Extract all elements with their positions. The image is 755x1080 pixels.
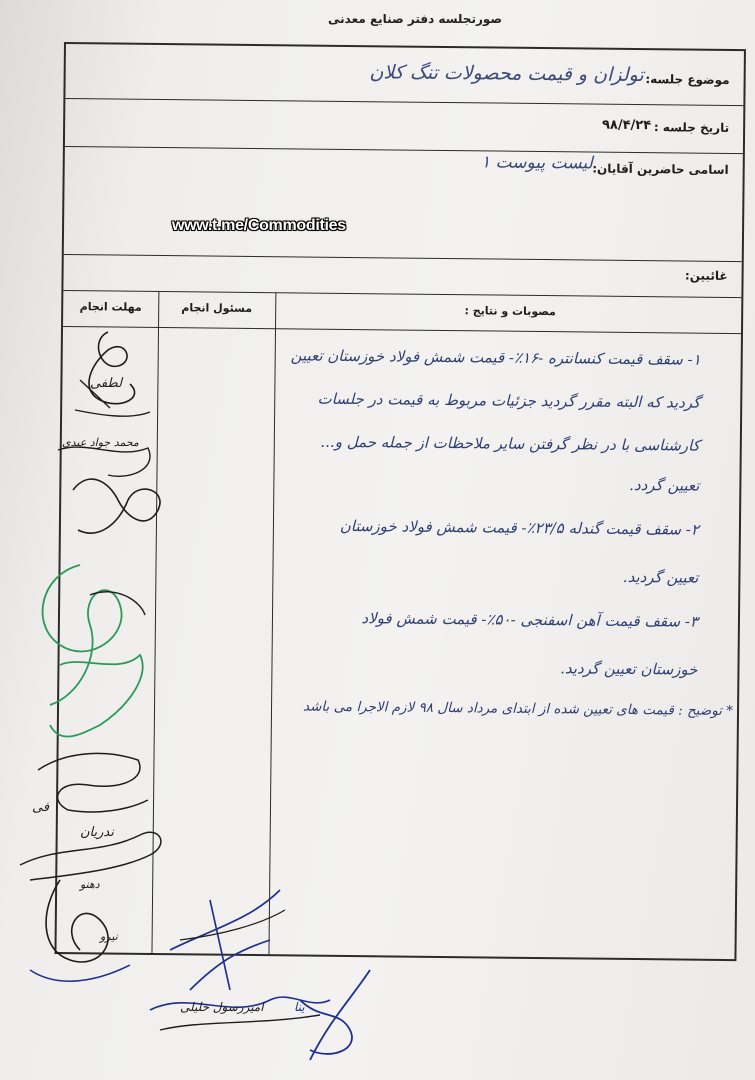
resolution-line-5: ۲- سقف قیمت گندله ۲۳/۵٪- قیمت شمش فولاد خوزستان (339, 516, 700, 539)
signature-name-5: دهنو (80, 878, 100, 891)
divider-subject (65, 98, 743, 106)
divider-date (65, 146, 743, 154)
date-value: ۹۸/۴/۲۴ (601, 117, 652, 134)
resolution-line-4: تعیین گردد. (629, 475, 700, 495)
signature-9 (280, 960, 390, 1074)
resolution-line-7: ۳- سقف قیمت آهن اسفنجی -۵۰٪- قیمت شمش فولاد (361, 609, 699, 631)
resolution-line-3: کارشناسی با در نظر گرفتن سایر ملاحظات از جمله حمل و... (320, 432, 700, 455)
signature-3 (20, 555, 170, 759)
resolution-note: * توضیح : قیمت های تعیین شده از ابتدای مرداد سال ۹۸ لازم الاجرا می باشد (302, 698, 734, 720)
document-title: صورتجلسه دفتر صنایع معدنی (328, 12, 502, 26)
subject-value: تولزان و قیمت محصولات تنگ کلان (369, 61, 644, 87)
date-label: تاریخ جلسه : (653, 120, 730, 135)
channel-watermark: www.t.me/Commodities (172, 217, 346, 234)
resolution-line-8: خوزستان تعیین گردید. (560, 659, 698, 679)
signature-6 (20, 870, 160, 1004)
subject-label: موضوع جلسه: (645, 72, 730, 87)
signature-1 (60, 320, 170, 444)
deadline-column-header: مهلت انجام (79, 300, 142, 314)
divider-absentees (63, 290, 741, 298)
signature-name-2: محمد جواد عبدی (62, 436, 139, 449)
attendees-value: لیست پیوست ۱ (480, 152, 593, 174)
resolution-line-1: ۱- سقف قیمت کنسانتره -۱۶٪- قیمت شمش فولاد خوزستان تعیین (290, 346, 701, 369)
signature-name-6: نیرو (100, 930, 118, 943)
signature-name-8: ینا (294, 1000, 305, 1014)
attendees-label: اسامی حاضرین آقایان: (592, 161, 729, 177)
results-column-header: مصوبات و نتایج : (464, 304, 556, 319)
signature-2 (48, 430, 188, 564)
absentees-label: غائبین: (684, 268, 728, 283)
resolution-line-6: تعیین گردید. (622, 567, 699, 587)
signature-name-3: فی (32, 800, 50, 815)
signature-name-7: امیررسول خلیلی (180, 1000, 264, 1014)
resolution-line-2: گردید که البته مقرر گردید جزئیات مربوط به قیمت در جلسات (317, 389, 701, 412)
signature-name-1: لطفی (90, 376, 123, 391)
divider-attendees (64, 254, 742, 262)
responsible-column-header: مسئول انجام (181, 301, 253, 315)
divider-responsible-column (268, 292, 276, 954)
signature-name-4: ندریان (80, 825, 114, 840)
